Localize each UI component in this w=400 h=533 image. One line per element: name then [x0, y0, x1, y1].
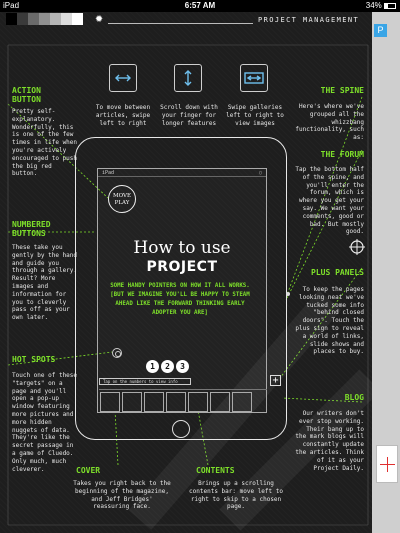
spine-heading: THE SPINE: [320, 86, 364, 95]
contents-thumbnail[interactable]: [210, 392, 230, 412]
tap-hint-bar: [99, 378, 191, 385]
gesture-gallery-text: Swipe galleries left to right to view images: [226, 104, 284, 127]
crosshair-icon: [349, 239, 365, 255]
swipe-gallery-icon: [240, 64, 268, 92]
numbered-button-2[interactable]: 2: [161, 360, 174, 373]
numbered-buttons-heading: NUMBERED BUTTONS: [12, 220, 51, 238]
move-play-label: MOVE PLAY: [112, 193, 132, 206]
carrier-label: iPad: [3, 1, 20, 10]
action-button-text: Pretty self-explanatory. Wonderfully, this is one of the few times in life when you're actively encouraged to push the big red button.: [12, 108, 78, 178]
blog-text: Our writers don't ever stop working. Their bang up to the mark blogs will constantly update the articles. Think of it as your Project Daily.: [295, 410, 364, 472]
blog-heading: BLOG: [344, 393, 364, 402]
spine-text: Here's where we've grouped all the whizzbang functionality, such as:: [295, 103, 364, 142]
contents-thumbnail[interactable]: [100, 392, 120, 412]
contents-thumbnail[interactable]: [122, 392, 142, 412]
status-time: 6:57 AM: [184, 1, 216, 10]
contents-text: Brings up a scrolling contents bar: move left to right to skip to a chosen page.: [189, 480, 283, 511]
contents-thumbnail-bar[interactable]: [99, 389, 267, 413]
numbered-button-3[interactable]: 3: [176, 360, 189, 373]
action-button-heading: ACTION BUTTON: [12, 86, 41, 104]
battery-percent: 34%: [365, 1, 382, 10]
plus-panels-heading: PLUS PANELS: [311, 268, 364, 277]
gesture-swipe-text: To move between articles, swipe left to right: [95, 104, 151, 127]
hot-spot-target-icon[interactable]: [112, 348, 122, 358]
forum-text: Tap the bottom half of the spine, and you'll enter the forum, which is where you get your say. We want your comments, good or bad. But mostly good.: [295, 166, 364, 236]
contents-thumbnail[interactable]: [166, 392, 186, 412]
cover-heading: COVER: [76, 466, 101, 475]
contents-thumbnail[interactable]: [144, 392, 164, 412]
how-to-use-heading: How to use: [133, 238, 231, 258]
spine-handle[interactable]: [286, 292, 290, 296]
plus-panel-tab[interactable]: [376, 445, 398, 483]
scroll-vertical-icon: [174, 64, 202, 92]
contents-thumbnail[interactable]: [232, 392, 252, 412]
project-app-badge[interactable]: P: [374, 24, 387, 37]
hot-spots-heading: HOT SPOTS: [12, 355, 56, 364]
contents-thumbnail[interactable]: [188, 392, 208, 412]
swipe-horizontal-icon: [109, 64, 137, 92]
sun-icon: ✹: [95, 11, 103, 26]
plus-panel-button[interactable]: +: [270, 375, 281, 386]
gesture-scroll-text: Scroll down with your finger for longer features: [160, 104, 218, 127]
cover-text: Takes you right back to the beginning of the magazine, and Jeff Bridges' reassuring face.: [73, 480, 171, 511]
ipad-status-label: iPad: [102, 170, 115, 176]
page-title: PROJECT MANAGEMENT: [258, 16, 360, 24]
plus-panels-text: To keep the pages looking neat we've tucked some info "behind closed doors". Touch the plus sign to reveal a world of links, slide shows and places to buy.: [295, 286, 364, 356]
contents-heading: CONTENTS: [196, 466, 235, 475]
ipad-home-button: [172, 420, 190, 438]
tap-hint-text: Tap on the numbers to view info: [103, 379, 178, 384]
ipad-page-icon: ▯: [258, 170, 262, 176]
forum-heading: THE FORUM: [320, 150, 364, 159]
ipad-status-bar: [98, 169, 266, 177]
action-button[interactable]: [108, 185, 136, 213]
battery-icon: [384, 3, 396, 9]
numbered-button-1[interactable]: 1: [146, 360, 159, 373]
tagline-text: SOME HANDY POINTERS ON HOW IT ALL WORKS. [BUT WE IMAGINE YOU'LL BE HAPPY TO STEAM AHEAD LIKE THE FORWARD THINKING EARLY ADOPTER YOU ARE]: [110, 283, 250, 316]
project-logo: PROJECT: [146, 259, 218, 275]
hot-spots-text: Touch one of these "targets" on a page and you'll open a pop-up window featuring more pictures and more hidden nuggets of data. They're like the secret passage in a game of Cluedo. Only much, much cleverer.: [12, 372, 78, 473]
numbered-buttons-text: These take you gently by the hand and guide you through a gallery. Result? More images and information for you to cleverly pass off as your own later.: [12, 244, 78, 322]
